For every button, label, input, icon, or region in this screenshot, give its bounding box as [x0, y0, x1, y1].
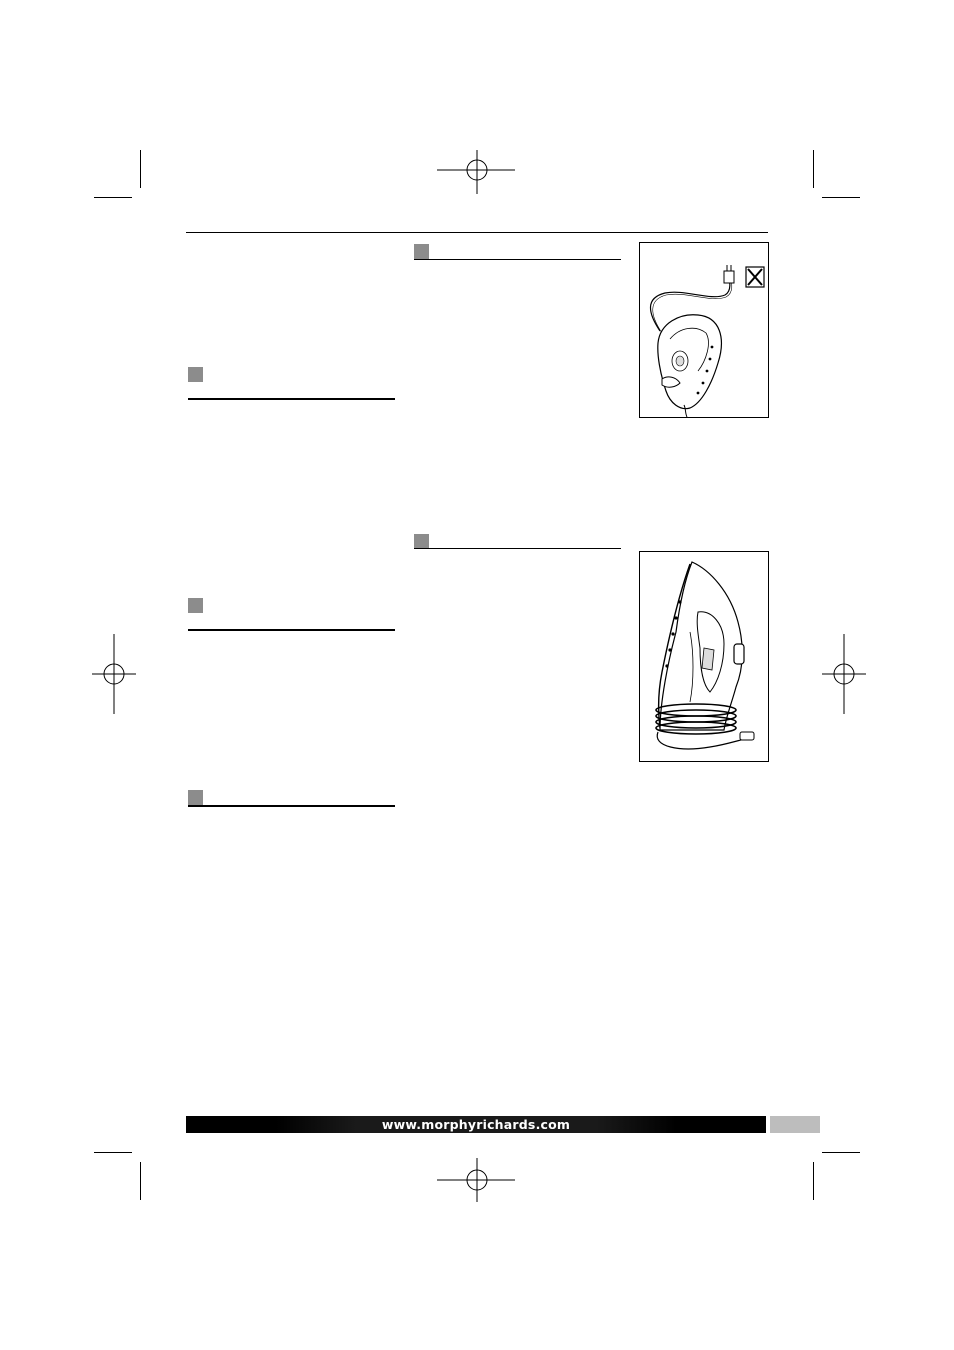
- crop-mark: [822, 197, 860, 198]
- section-rule: [188, 805, 395, 807]
- section-marker: [414, 534, 429, 549]
- section-marker: [414, 244, 429, 259]
- crop-mark: [140, 1162, 141, 1200]
- footer-website-url[interactable]: www.morphyrichards.com: [381, 1117, 571, 1132]
- registration-mark-icon: [437, 150, 517, 194]
- iron-wrapped-cord-illustration: [640, 552, 768, 761]
- cross-box-icon: [746, 267, 764, 287]
- header-rule: [186, 232, 768, 233]
- registration-mark-icon: [822, 634, 866, 714]
- section-rule: [414, 548, 621, 549]
- section-rule: [188, 629, 395, 631]
- page-number-tab: [770, 1116, 820, 1133]
- section-marker: [188, 790, 203, 805]
- crop-mark: [813, 1162, 814, 1200]
- registration-mark-icon: [92, 634, 136, 714]
- crop-mark: [94, 197, 132, 198]
- figure-cord-storage: [639, 551, 769, 762]
- crop-mark: [94, 1152, 132, 1153]
- footer-bar: [186, 1116, 766, 1133]
- crop-mark: [140, 150, 141, 188]
- section-rule: [188, 398, 395, 400]
- registration-mark-icon: [437, 1158, 517, 1202]
- crop-mark: [822, 1152, 860, 1153]
- crop-mark: [813, 150, 814, 188]
- figure-unplug-iron: [639, 242, 769, 418]
- section-marker: [188, 598, 203, 613]
- section-rule: [414, 259, 621, 260]
- iron-with-cord-illustration: [640, 243, 768, 417]
- section-marker: [188, 367, 203, 382]
